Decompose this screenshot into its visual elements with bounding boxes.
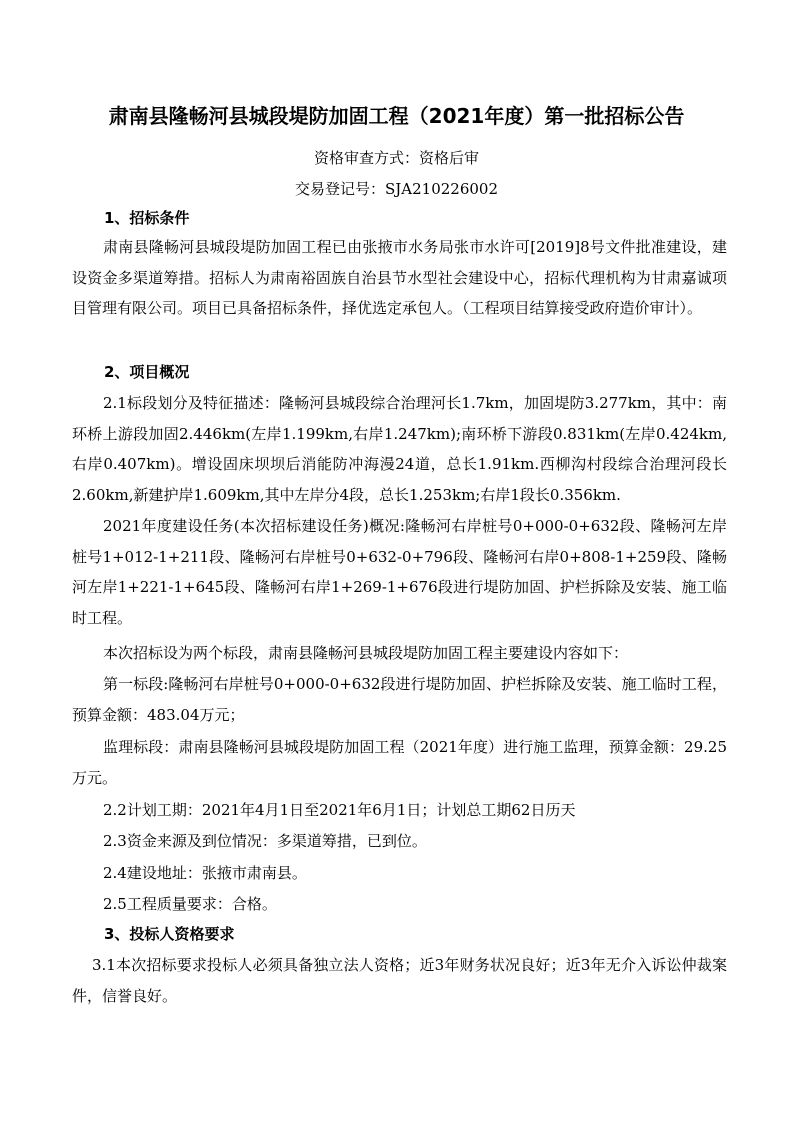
section-1-paragraph: 肃南县隆畅河县城段堤防加固工程已由张掖市水务局张市水许可[2019]8号文件批准建设，建设资金多渠道筹措。招标人为肃南裕固族自治县节水型社会建设中心，招标代理机构为甘肃嘉诚项目管理有限公司。项目已具备招标条件，择优选定承包人。（工程项目结算接受政府造价审计）。 bbox=[72, 238, 727, 317]
section-2-paragraph-4: 第一标段:隆畅河右岸桩号0+000-0+632段进行堤防加固、护栏拆除及安装、施工临时工程，预算金额：483.04万元； bbox=[72, 675, 727, 724]
section-2-paragraph-3: 本次招标设为两个标段，肃南县隆畅河县城段堤防加固工程主要建设内容如下： bbox=[103, 644, 629, 662]
section-2-paragraph-6: 2.2计划工期：2021年4月1日至2021年6月1日；计划总工期62日历天 bbox=[103, 801, 576, 819]
section-2-paragraph-7: 2.3资金来源及到位情况：多渠道筹措，已到位。 bbox=[103, 832, 427, 850]
section-2-paragraph-9: 2.5工程质量要求：合格。 bbox=[103, 895, 277, 913]
section-2-paragraph-8: 2.4建设地址：张掖市肃南县。 bbox=[103, 864, 307, 882]
section-3-paragraph: 3.1本次招标要求投标人必须具备独立法人资格；近3年财务状况良好；近3年无介入诉讼仲裁案件，信誉良好。 bbox=[72, 956, 727, 1005]
trade-number: 交易登记号：SJA210226002 bbox=[294, 180, 498, 198]
document-title: 肃南县隆畅河县城段堤防加固工程（2021年度）第一批招标公告 bbox=[108, 104, 685, 128]
review-method: 资格审查方式：资格后审 bbox=[313, 149, 479, 167]
section-2-paragraph-1: 2.1标段划分及特征描述：隆畅河县城段综合治理河长1.7km，加固堤防3.277km，其中：南环桥上游段加固2.446km(左岸1.199km,右岸1.247km);南环桥下游段0.831km(左岸0.424km,右岸0.407km)。增设固床坝坝后消能防冲海漫24道，总长1.91km.西柳沟村段综合治理河段长2.60km,新建护岸1.609km,其中左岸分4段，总长1.253km;右岸1段长0.356km. bbox=[72, 394, 727, 504]
section-2-heading: 2、项目概况 bbox=[104, 363, 190, 381]
section-3-heading: 3、投标人资格要求 bbox=[104, 925, 235, 943]
section-2-paragraph-5: 监理标段：肃南县隆畅河县城段堤防加固工程（2021年度）进行施工监理，预算金额：29.25万元。 bbox=[72, 738, 727, 787]
section-2-paragraph-2: 2021年度建设任务(本次招标建设任务)概况:隆畅河右岸桩号0+000-0+632段、隆畅河左岸桩号1+012-1+211段、隆畅河右岸桩号0+632-0+796段、隆畅河右岸0+808-1+259段、隆畅河左岸1+221-1+645段、隆畅河右岸1+269-1+676段进行堤防加固、护栏拆除及安装、施工临时工程。 bbox=[72, 517, 727, 627]
section-1-heading: 1、招标条件 bbox=[104, 209, 190, 227]
